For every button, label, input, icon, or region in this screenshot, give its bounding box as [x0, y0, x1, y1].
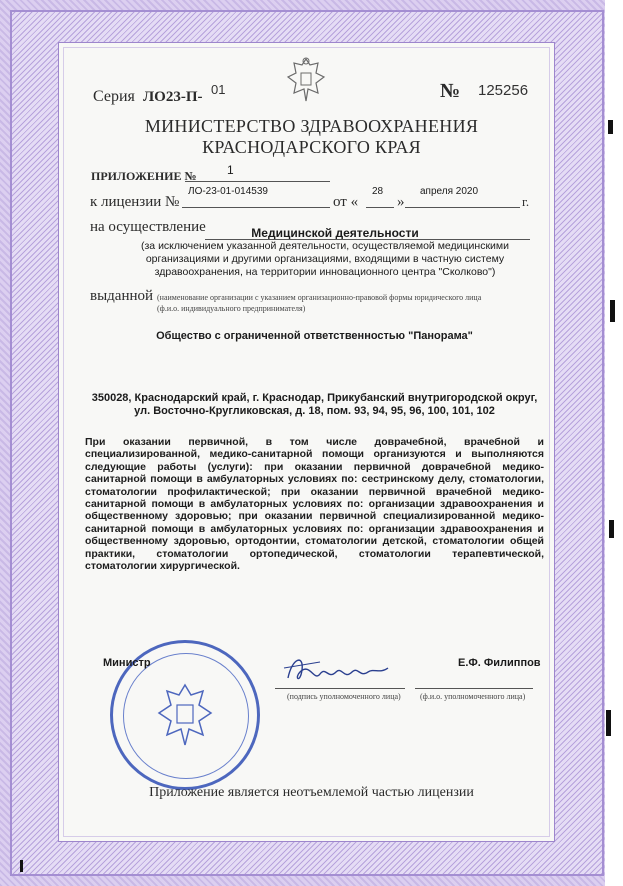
coat-of-arms-icon: [284, 55, 328, 105]
issued-caption-line1: (наименование организации с указанием организационно-правовой формы юридического лица: [157, 293, 482, 302]
day-close: »: [397, 194, 405, 210]
name-caption: (ф.и.о. уполномоченного лица): [420, 692, 526, 701]
signature-line: [275, 688, 405, 689]
license-month-year: апреля 2020: [420, 186, 479, 197]
appendix-label: ПРИЛОЖЕНИЕ №: [91, 169, 197, 183]
appendix-number-line: [185, 181, 330, 182]
name-line: [415, 688, 533, 689]
signer-position: Министр: [103, 657, 151, 669]
scan-artifact: [610, 300, 615, 322]
license-month-line: [405, 207, 520, 208]
activity-note-line2: организациями и другими организациями, входящими в частную систему: [145, 253, 505, 265]
services-paragraph: При оказании первичной, в том числе доврачебной, врачебной и специализированной, медико-санитарной помощи организуются и выполняются следующие работы (услуги): при оказании первичной доврачебной медико-санитарной помощи в амбулаторных условиях по: сестринскому делу, стоматологии, стоматологии профилактической; при оказании первичной врачебной медико-санитарной помощи в амбулаторных условиях по: организации здравоохранения и общественному здоровью; при оказании первичной специализированной медико-санитарной помощи в амбулаторных условиях по: организации здравоохранения и общественному здоровью, ортодонтии, стоматологии детской, стоматологии общей практики, стоматологии ортопедической, стоматологии терапевтической, стоматологии хирургической.: [85, 436, 544, 573]
footer-note: Приложение является неотъемлемой частью лицензии: [149, 785, 474, 800]
signature-caption: (подпись уполномоченного лица): [287, 692, 401, 701]
ministry-title-line2: КРАСНОДАРСКОГО КРАЯ: [202, 137, 421, 157]
number-sign: №: [440, 80, 461, 102]
address-line1: 350028, Краснодарский край, г. Краснодар, Прикубанский внутригородской округ,: [91, 392, 538, 404]
address-line2: ул. Восточно-Кругликовская, д. 18, пом. 93, 94, 95, 96, 100, 101, 102: [134, 405, 495, 417]
issued-caption-line2: (ф.и.о. индивидуального предпринимателя): [157, 304, 306, 313]
activity-note-line1: (за исключением указанной деятельности, осуществляемой медицинскими: [141, 240, 509, 252]
activity-title: Медицинской деятельности: [251, 226, 419, 240]
scan-artifact: [608, 120, 613, 134]
license-day-line: [366, 207, 394, 208]
series-label: Серия: [93, 88, 135, 105]
year-suffix: г.: [522, 194, 530, 209]
scan-artifact: [609, 520, 614, 538]
appendix-number: 1: [227, 163, 234, 177]
activity-note-line3: здравоохранения, на территории инновационного центра "Сколково"): [154, 266, 496, 278]
license-day: 28: [372, 186, 384, 197]
from-label: от «: [333, 194, 359, 210]
series-code: ЛО23-П-: [143, 89, 203, 105]
form-number: 125256: [478, 82, 529, 99]
signer-name: Е.Ф. Филиппов: [458, 657, 541, 669]
handwritten-signature: [280, 648, 395, 690]
license-number-line: [182, 207, 330, 208]
license-number: ЛО-23-01-014539: [188, 186, 268, 197]
activity-label: на осуществление: [90, 219, 206, 235]
scan-artifact: [606, 710, 611, 736]
ministry-title-line1: МИНИСТЕРСТВО ЗДРАВООХРАНЕНИЯ: [144, 116, 479, 136]
scan-artifact: [20, 860, 23, 872]
issued-label: выданной: [90, 288, 154, 304]
to-license-label: к лицензии №: [90, 194, 180, 210]
series-number: 01: [211, 82, 226, 97]
organization-name: Общество с ограниченной ответственностью "Панорама": [156, 330, 473, 342]
